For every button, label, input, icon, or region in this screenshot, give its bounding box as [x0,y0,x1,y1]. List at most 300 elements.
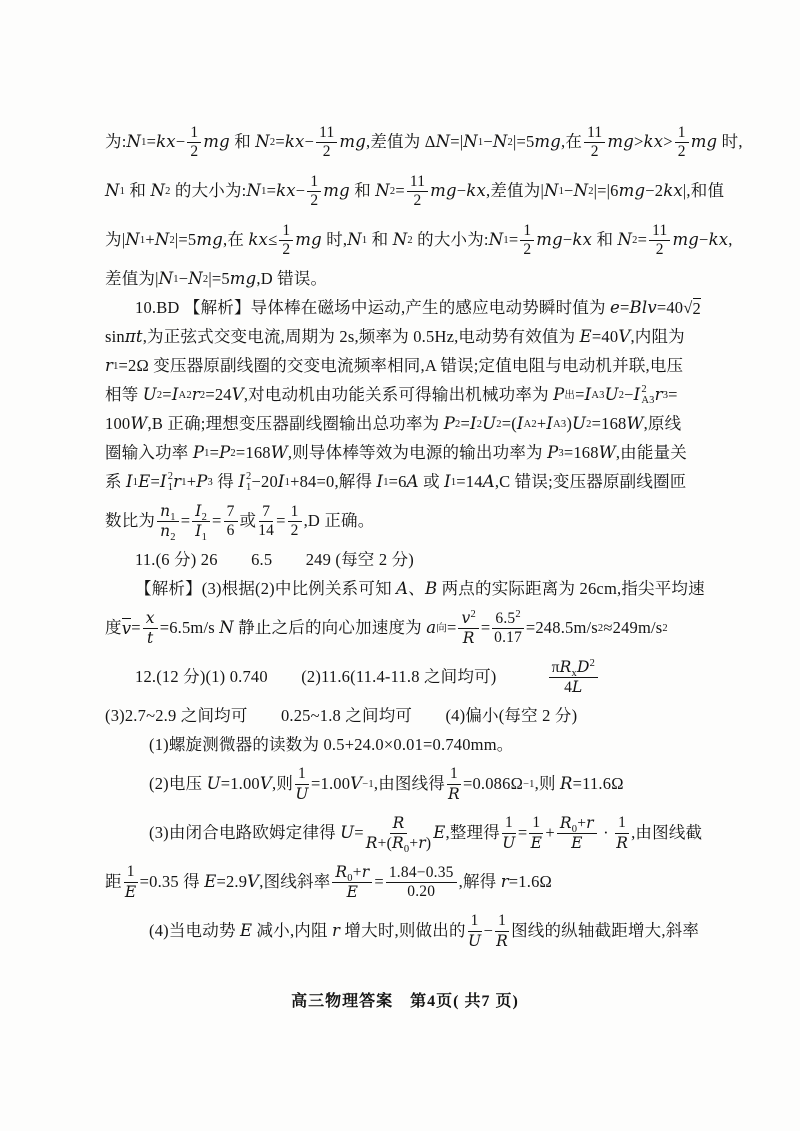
text-line: 系 I 1 E = I 2 1 r 1 + P 3 得 I 2 1 −20 I 1 +84=0,解得 I 1 =6 A 或 I 1 =14 A ,C 错误;变压器原副线圈匝 [105,471,687,493]
text-segment: 和 [592,230,618,250]
text-line: 圈输入功率 P 1 = P 2 =168 W ,则导体棒等效为电源的输出功率为 P 3 =168 W ,由能量关 [105,443,687,463]
page-footer: 高三物理答案 第4页( 共7 页) [291,993,519,1010]
math-variable: r [500,872,509,892]
fraction-denominator [463,629,475,647]
text-segment: = [275,132,285,152]
fraction-denominator [291,522,299,539]
text-segment: 圈输入功率 [105,443,193,463]
text-segment: > [663,132,673,152]
text-segment: = [180,511,191,531]
fraction-numerator [288,504,302,522]
math-variable: R [391,834,404,852]
math-variable: N [392,230,408,250]
fraction-denominator [125,883,137,901]
math-variable: kx [572,230,593,250]
text-segment: 图线的纵轴截距增大,斜率 [511,921,700,941]
text-line: 相等 U 2 = I A2 r 2 =24 V ,对电动机由功能关系可得输出机械功率为 P 出 = I A3 U 2 − I 2 A3 r 3 = [105,384,678,406]
math-variable: mg [323,181,350,201]
math-variable: mg [196,230,223,250]
text-line [105,809,705,858]
math-variable: V [259,774,272,794]
math-variable: U [206,774,221,794]
text-segment: 1 [470,912,479,930]
text-segment: = [162,385,172,405]
fraction-numerator [502,815,516,833]
subscript: 2 [201,511,208,523]
math-variable: N [573,181,589,201]
text-segment: =40 [591,327,619,347]
text-line: N 1 和 N 2 的大小为: N 1 = kx − $\frac{1}{2}$ mg 和 N 2 = $\frac{11}{2}$ mg − kx ,差值为| N 1 − N 2 |=|6 mg −2 kx |,和值 [105,172,725,209]
text-segment: 时, [321,230,348,250]
fraction-denominator [591,143,599,160]
text-segment: ,差值为 Δ [366,132,436,152]
text-segment: ,B 正确;理想变压器副线圈输出总功率为 [147,414,444,434]
text-segment: + [145,230,155,250]
fraction [288,504,302,540]
fraction-numerator [675,125,689,143]
math-variable: I [195,501,202,520]
math-variable: E [530,833,543,852]
text-segment: ,原线 [643,414,682,434]
text-segment: 减小,内阻 [252,921,332,941]
math-variable: U [340,823,355,843]
text-segment: ,解得 [458,872,501,892]
math-variable: E [124,882,137,901]
math-variable: I [584,385,592,405]
subscript: 0 [571,823,578,835]
fraction-denominator [523,241,531,258]
text-segment: ,由能量关 [615,443,687,463]
text-segment: |=5 [512,132,535,152]
math-variable: E [579,327,592,347]
math-variable: N [255,132,270,152]
math-variable: Ω [510,774,524,794]
math-variable: E [204,872,217,892]
math-variable: mg [203,132,230,152]
text-segment: 6.5 [495,609,516,627]
text-segment: = [354,823,364,843]
math-variable: mg [430,181,457,201]
text-line: r 1 =2Ω 变压器原副线圈的交变电流频率相同,A 错误;定值电阻与电动机并联,电压 [105,356,684,376]
math-variable: mg [618,181,646,201]
text-segment: = [276,511,286,531]
text-segment: 或 [239,511,257,531]
subscript: 1 [246,481,252,493]
fraction [124,864,138,901]
text-segment: 和 [367,230,393,250]
text-segment: (4)当电动势 [149,921,240,941]
math-variable: kx [708,230,729,250]
text-segment: ,为正弦式交变电流,周期为 2s,频率为 0.5Hz,电动势有效值为 [142,327,580,347]
text-line [105,907,705,956]
fraction-numerator [224,504,238,522]
text-segment: 1 [532,814,541,832]
math-variable: R [335,862,348,881]
text-segment: = [212,511,222,531]
math-variable: N [126,132,142,152]
fraction [502,815,516,852]
text-segment: 差值为| [105,269,159,289]
fraction-numerator [386,865,457,883]
text-segment: 11 [319,123,335,141]
sup-sub-stack [641,385,654,406]
text-segment: 12.(12 分)(1) 0.740 (2)11.6(11.4-11.8 之间均可) [135,667,547,687]
math-variable: P [192,443,205,463]
text-segment: ,在 [223,230,249,250]
fraction [468,913,482,950]
fraction-numerator [584,125,605,143]
fraction-denominator [310,192,318,209]
superscript: 2 [246,471,252,482]
fraction-numerator [390,815,408,834]
text-segment: 2 [322,143,331,160]
fraction-denominator [407,883,435,900]
math-variable: N [435,132,451,152]
fraction [407,174,428,210]
math-variable: N [617,230,633,250]
math-variable: N [158,269,174,289]
text-segment: = [480,618,491,638]
fraction [458,610,478,648]
text-segment: = [446,618,457,638]
math-variable: I [546,414,554,434]
math-variable: πt [124,327,143,347]
text-segment: (3)由闭合电路欧姆定律得 [149,823,341,843]
text-segment: − [564,181,574,201]
fraction-numerator [549,659,598,678]
math-variable: R [560,774,573,794]
text-line [105,575,705,604]
math-variable: N [375,181,390,201]
math-variable: v [461,608,471,627]
text-segment: · [598,823,614,843]
math-variable: I [277,472,285,492]
fraction-denominator [414,192,422,209]
text-segment: 2 [655,241,664,258]
text-segment: 2 [310,192,319,209]
text-segment: (1)螺旋测微器的读数为 0.5+24.0×0.01=0.740mm。 [149,735,514,755]
text-segment: − [483,132,493,152]
text-segment: = [668,385,678,405]
math-variable: R [448,784,460,803]
fraction [307,174,321,210]
fraction-denominator [496,932,508,950]
text-segment: 2 [523,241,532,258]
math-variable: A [396,579,409,599]
math-variable: P [443,414,456,434]
fraction [549,659,598,697]
text-segment: π [551,658,560,676]
fraction [529,815,543,852]
text-segment: − [699,230,709,250]
text-segment: − [304,132,315,152]
math-variable: N [246,181,262,201]
text-segment: =24 [205,385,232,405]
text-segment: =6.5m/s [159,618,220,638]
overline-term: 2 [692,298,701,318]
text-segment: 时, [717,132,743,152]
text-line: 100 W ,B 正确;理想变压器副线圈输出总功率为 P 2 = I 2 U 2 =( I A2 + I A3 ) U 2 =168 W ,原线 [105,414,682,434]
math-variable: N [125,230,140,250]
text-segment: =168 [235,443,271,463]
text-segment: 1 [190,123,199,141]
text-segment: − [175,132,186,152]
math-variable: U [295,784,309,803]
fraction [192,503,210,541]
math-variable: kx [284,132,305,152]
fraction [492,608,523,647]
text-segment: −2 [645,181,664,201]
text-segment: 的大小为: [170,181,247,201]
text-segment: 、 [408,579,425,599]
text-segment: =40√ [656,298,693,318]
superscript: 2 [470,608,476,620]
math-variable: P [219,443,231,463]
text-line: 度 v = $\frac{x}{t}$ =6.5m/s N 静止之后的向心加速度为 a 向 = $\frac{v^2}{R}$ = $\frac{6.5^2}{0.17}$ =248.5m/s 2 ≈249m/s 2 [105,608,668,647]
text-segment: , [728,230,733,250]
math-variable: kx [643,132,664,152]
math-variable: A [482,472,495,492]
fraction-numerator [332,864,372,883]
math-variable: kx [248,230,269,250]
math-variable: U [572,414,587,434]
fraction-numerator [295,766,309,784]
text-line: 为| N 1 + N 2 |=5 mg ,在 kx ≤ $\frac{1}{2}$ mg 时, N 1 和 N 2 的大小为: N 1 = $\frac{1}{2}$ mg − kx 和 N 2 = $\frac{11}{2}$ mg − kx , [105,221,733,258]
fraction [520,223,534,259]
text-segment: =14 [456,472,483,492]
math-variable: N [219,618,234,638]
text-segment: 1 [310,172,319,190]
overline-term: v [121,618,132,638]
fraction-denominator [365,834,432,855]
text-segment: 0.17 [494,629,523,646]
math-variable: U [604,385,619,405]
text-segment: 4 [564,679,573,696]
text-segment: ,则 [534,774,560,794]
document-body [105,118,743,956]
math-variable: r [191,385,200,405]
text-segment: =1.00 [310,774,351,794]
math-variable: I [159,472,167,492]
math-variable: a [426,618,437,638]
text-line [105,702,705,731]
math-variable: R [559,813,572,832]
text-segment: = [266,181,277,201]
fraction-denominator [347,883,359,901]
text-segment: (3)2.7~2.9 之间均可 0.25~1.8 之间均可 (4)偏小(每空 2 分) [105,706,578,726]
text-segment: 11 [409,172,426,190]
text-segment: |=|6 [593,181,619,201]
text-segment: = [146,132,157,152]
math-variable: kx [663,181,683,201]
text-segment: ,由图线截 [631,823,703,843]
text-segment: − [456,181,467,201]
fraction-denominator [531,834,543,852]
fraction-numerator [447,766,461,784]
fraction-denominator [571,834,583,852]
math-variable: B [424,579,438,599]
math-variable: E [239,921,253,941]
fraction [386,865,457,901]
fraction [557,815,597,853]
text-segment: ,对电动机由功能关系可得输出机械功率为 [243,385,554,405]
math-variable: R [462,629,475,647]
fraction [279,223,293,259]
text-segment: 1 [450,765,458,783]
fraction-numerator [192,503,210,522]
fraction-denominator [616,834,628,852]
math-variable: N [463,132,478,152]
text-segment: 1.84−0.35 [388,863,454,881]
math-variable: V [350,774,363,794]
math-variable: N [492,132,508,152]
text-segment: ≈249m/s [603,618,663,638]
math-variable: I [469,414,477,434]
text-segment: +84=0,解得 [290,472,377,492]
fraction-numerator [492,608,523,629]
text-segment: 1 [298,765,306,783]
text-segment: 度 [105,618,122,638]
superscript: 2 [641,384,647,395]
math-variable: I [195,522,202,540]
subscript: 0 [347,872,353,884]
math-variable: r [173,472,182,492]
text-segment: 1 [618,814,627,832]
fraction-denominator [282,241,290,258]
text-segment: 得 [212,472,239,492]
math-variable: mg [339,132,367,152]
math-variable: E [433,823,446,843]
math-variable: mg [607,132,634,152]
text-segment: = [131,618,141,638]
fraction-numerator [468,913,482,931]
text-segment: =2Ω 变压器原副线圈的交变电流频率相同,A 错误;定值电阻与电动机并联,电压 [118,356,684,376]
fraction-denominator [564,678,582,696]
text-segment: sin [105,327,125,347]
text-segment: 系 [105,472,127,492]
text-segment: ) [425,835,432,852]
math-variable: N [543,181,559,201]
fraction [584,125,605,161]
text-segment: ,D 错误。 [256,269,328,289]
text-segment: 和 [349,181,376,201]
math-variable: V [618,327,631,347]
superscript: 2 [167,471,174,482]
math-variable: N [154,230,170,250]
text-segment: =168 [591,414,627,434]
text-segment: |=5 [174,230,197,250]
subscript: 0 [403,844,410,855]
fraction-numerator [307,174,321,192]
math-variable: r [332,921,341,941]
fraction-numerator [259,504,273,522]
text-segment: =168 [563,443,599,463]
fraction-denominator [448,785,460,803]
text-segment: 7 [262,502,271,520]
text-segment: ,在 [561,132,583,152]
text-segment: 增大时,则做出的 [340,921,466,941]
text-segment: =( [501,414,517,434]
math-variable: I [516,414,524,434]
text-segment: −20 [251,472,278,492]
math-variable: I [376,472,384,492]
text-segment: = [637,230,648,250]
fraction-denominator [295,785,308,803]
math-variable: mg [672,230,700,250]
math-variable: kx [156,132,176,152]
fraction-numerator [124,864,138,882]
math-variable: N [188,269,203,289]
text-segment: 2 [677,143,686,160]
math-variable: N [488,230,504,250]
fraction [332,864,372,902]
text-segment: + [352,863,362,881]
math-variable: U [502,833,516,852]
subscript: 1 [167,481,174,493]
text-segment: 距 [105,872,122,892]
text-segment: 为: [105,132,127,152]
text-line [105,546,705,575]
text-segment: ≤ [268,230,278,250]
text-segment: ,C 错误;变压器原副线圈匝 [494,472,687,492]
text-segment: =0.086 [462,774,511,794]
math-variable: I [126,472,133,492]
fraction-numerator [279,223,293,241]
text-segment: 或 [418,472,445,492]
text-segment: ,D 正确。 [303,511,375,531]
math-variable: mg [229,269,257,289]
text-segment: 【解析】(3)根据(2)中比例关系可知 [135,579,397,599]
math-variable: I [171,385,179,405]
fraction [157,503,179,541]
math-variable: e [610,298,620,318]
text-line [105,497,705,546]
text-segment: + [409,835,419,852]
fraction [224,504,238,540]
text-segment: =248.5m/s [525,618,598,638]
fraction-numerator [649,223,670,241]
text-segment: 11.(6 分) 26 6.5 249 (每空 2 分) [135,550,414,570]
math-variable: R [392,813,405,832]
math-variable: W [270,443,288,463]
fraction-denominator [323,143,331,160]
text-segment: + [186,472,197,492]
text-segment: =| [450,132,464,152]
math-variable: N [150,181,166,201]
math-variable: r [105,356,114,376]
text-segment: − [624,385,634,405]
math-variable: L [572,678,583,696]
text-line: 为: N 1 = kx − $\frac{1}{2}$ mg 和 N 2 = kx − $\frac{11}{2}$ mg ,差值为 Δ N =| N 1 − N 2 |=5 mg ,在 $\frac{11}{2}$ mg > kx > $\frac{1}{2}$ mg 时, [105,123,743,160]
math-variable: mg [690,132,718,152]
text-segment: = [620,298,630,318]
fraction-denominator [502,834,515,852]
fraction-denominator [258,522,274,539]
text-segment: +( [377,835,392,852]
math-variable: U [468,931,482,950]
text-segment: 2 [590,143,599,160]
text-segment: − [483,921,494,941]
text-segment: − [562,230,573,250]
text-segment: 2 [290,522,299,539]
text-segment: 1 [523,221,532,239]
subscript: x [571,667,577,679]
text-segment: (2)电压 [149,774,207,794]
text-segment: 11 [587,123,603,141]
math-variable: r [654,385,663,405]
text-segment: + [545,823,555,843]
fraction-numerator [520,223,534,241]
